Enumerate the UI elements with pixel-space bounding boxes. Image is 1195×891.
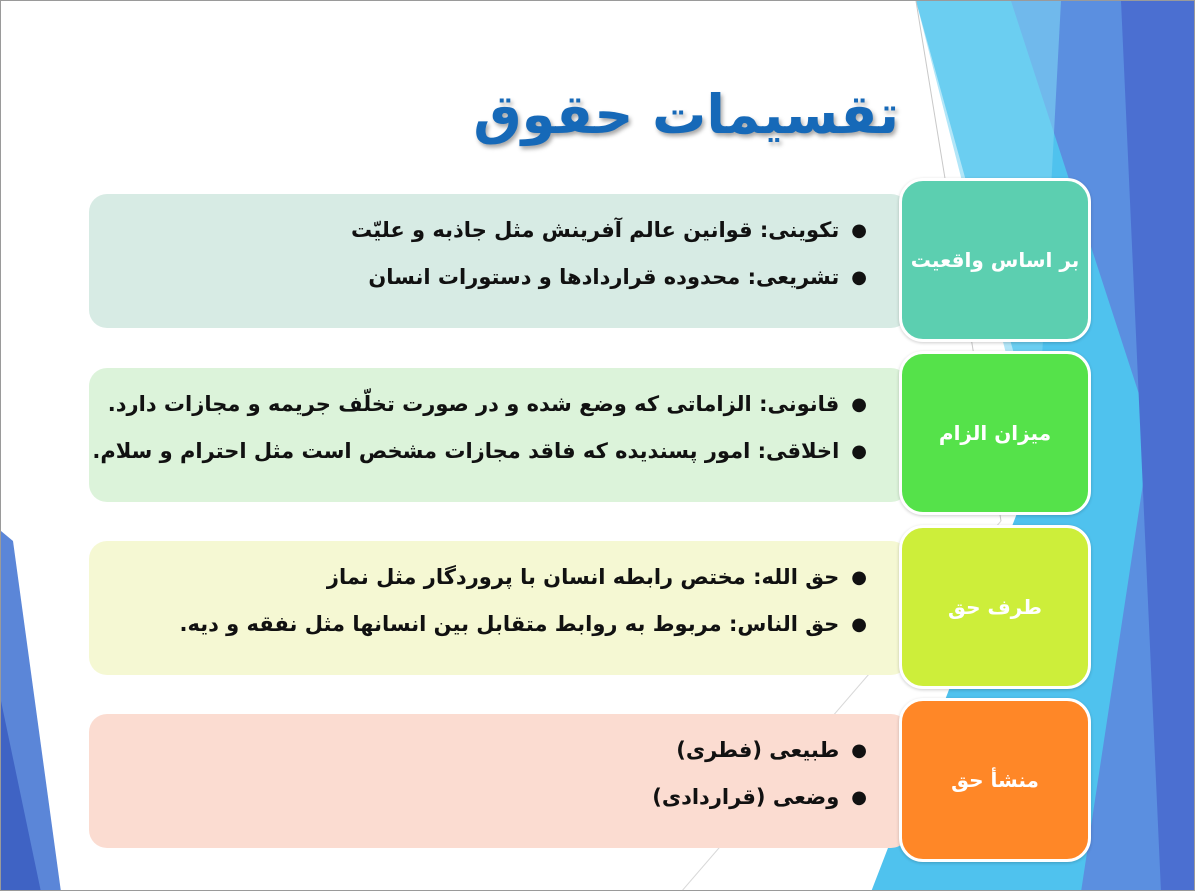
slide-title: تقسیمات حقوق <box>473 83 899 146</box>
bullet-list <box>652 736 867 830</box>
label-box-origin: منشأ حق <box>899 698 1091 862</box>
list-item <box>652 736 867 765</box>
bullet-icon: ● <box>851 220 867 241</box>
list-item <box>351 216 867 245</box>
list-item-text: اخلاقی: امور پسندیده که فاقد مجازات مشخص است مثل احترام و سلام. <box>92 439 840 463</box>
list-item-text: حق الناس: مربوط به روابط متقابل بین انسانها مثل نفقه و دیه. <box>179 612 840 636</box>
bullet-icon: ● <box>851 267 867 288</box>
bullet-icon: ● <box>851 567 867 588</box>
content-box-obligation <box>89 368 909 502</box>
bullet-icon: ● <box>851 394 867 415</box>
list-item <box>351 263 867 292</box>
list-item <box>92 437 867 466</box>
label-box-party: طرف حق <box>899 525 1091 689</box>
bullet-icon: ● <box>851 740 867 761</box>
list-item-text: قانونی: الزاماتی که وضع شده و در صورت تخلّف جریمه و مجازات دارد. <box>107 392 840 416</box>
list-item-text: طبیعی (فطری) <box>676 738 840 762</box>
bullet-icon: ● <box>851 614 867 635</box>
bullet-list <box>179 563 867 657</box>
list-item-text: وضعی (قراردادی) <box>652 785 840 809</box>
list-item <box>92 390 867 419</box>
content-box-origin <box>89 714 909 848</box>
bullet-icon: ● <box>851 441 867 462</box>
label-box-obligation: میزان الزام <box>899 351 1091 515</box>
list-item <box>179 563 867 592</box>
content-box-party <box>89 541 909 675</box>
list-item <box>179 610 867 639</box>
list-item-text: تشریعی: محدوده قراردادها و دستورات انسان <box>368 265 840 289</box>
label-box-reality: بر اساس واقعیت <box>899 178 1091 342</box>
list-item-text: تکوینی: قوانین عالم آفرینش مثل جاذبه و علیّت <box>351 218 840 242</box>
content-box-reality <box>89 194 909 328</box>
bullet-list <box>351 216 867 310</box>
bullet-list <box>92 390 867 484</box>
bullet-icon: ● <box>851 787 867 808</box>
list-item <box>652 783 867 812</box>
list-item-text: حق الله: مختص رابطه انسان با پروردگار مثل نماز <box>326 565 840 589</box>
